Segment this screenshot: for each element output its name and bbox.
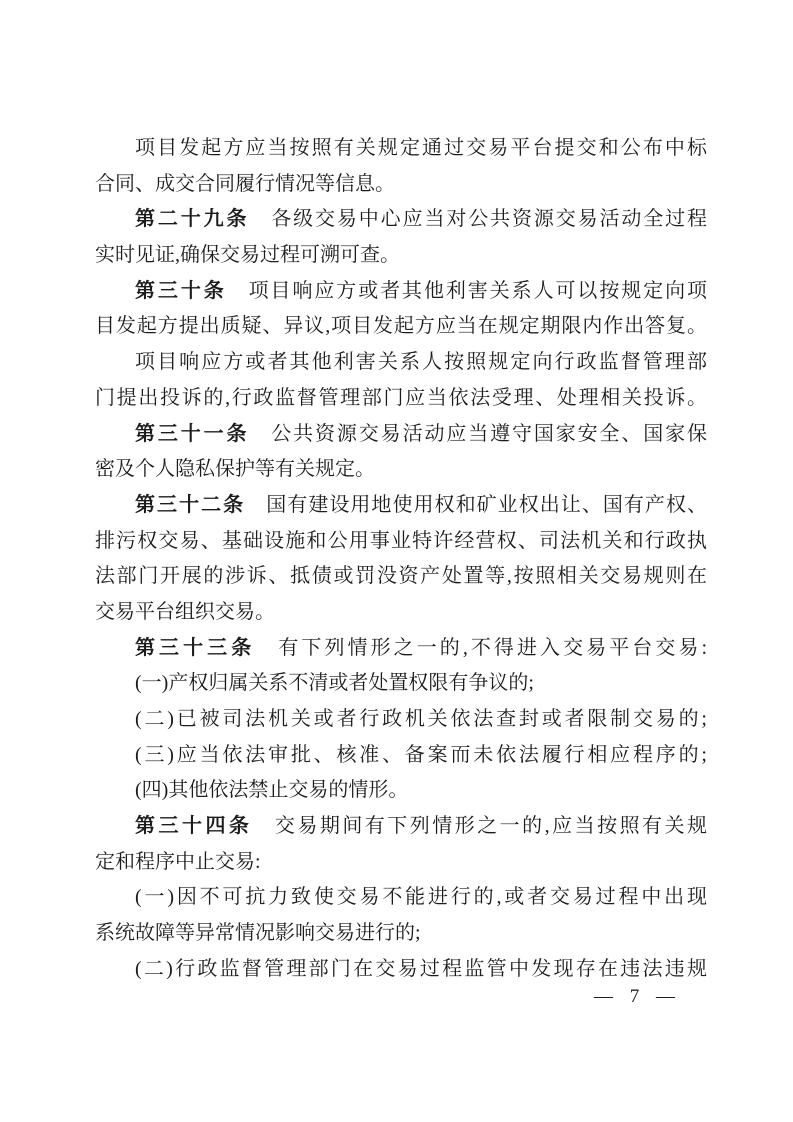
page-footer: — 7 — — [594, 986, 681, 1007]
line-text: (二)已被司法机关或者行政机关依法查封或者限制交易的; — [135, 708, 707, 730]
line-text: 门提出投诉的,行政监督管理部门应当依法受理、处理相关投诉。 — [95, 386, 707, 409]
text-line — [95, 381, 707, 417]
line-text: 定和程序中止交易: — [95, 850, 261, 873]
text-line — [95, 738, 707, 774]
text-line — [95, 452, 707, 488]
line-text: (一)因不可抗力致使交易不能进行的,或者交易过程中出现 — [135, 886, 707, 909]
text-line — [95, 916, 707, 952]
text-line — [95, 524, 707, 560]
article-number: 第三十三条 — [135, 636, 256, 659]
line-text: 项目响应方或者其他利害关系人按照规定向行政监督管理部 — [135, 351, 707, 374]
text-line — [95, 952, 707, 988]
line-text: (二)行政监督管理部门在交易过程监管中发现存在违法违规 — [135, 957, 707, 980]
text-line — [95, 309, 707, 345]
text-line — [95, 345, 707, 381]
line-text: 交易期间有下列情形之一的,应当按照有关规 — [252, 815, 708, 838]
line-text: 目发起方提出质疑、异议,项目发起方应当在规定期限内作出答复。 — [95, 315, 707, 338]
article-number: 第三十二条 — [135, 493, 246, 516]
text-line — [95, 880, 707, 916]
article-number: 第三十条 — [135, 279, 227, 302]
line-text: 国有建设用地使用权和矿业权出让、国有产权、 — [245, 493, 708, 516]
article-number: 第三十一条 — [135, 422, 250, 445]
text-line — [95, 559, 707, 595]
text-line — [95, 202, 707, 238]
text-line — [95, 631, 707, 667]
line-text: 各级交易中心应当对公共资源交易活动全过程 — [249, 208, 708, 231]
text-line — [95, 167, 707, 203]
text-line — [95, 417, 707, 453]
article-number: 第三十四条 — [135, 815, 253, 838]
line-text: 法部门开展的涉诉、抵债或罚没资产处置等,按照相关交易规则在 — [95, 565, 707, 588]
line-text: 系统故障等异常情况影响交易进行的; — [95, 922, 421, 945]
text-line — [95, 131, 707, 167]
text-line — [95, 666, 707, 702]
text-line — [95, 595, 707, 631]
line-text: 密及个人隐私保护等有关规定。 — [95, 458, 375, 481]
text-line — [95, 702, 707, 738]
document-body — [95, 131, 707, 988]
line-text: 有下列情形之一的,不得进入交易平台交易: — [255, 636, 708, 659]
text-line — [95, 809, 707, 845]
line-text: (一)产权归属关系不清或者处置权限有争议的; — [135, 672, 534, 695]
text-line — [95, 238, 707, 274]
line-text: 交易平台组织交易。 — [95, 600, 275, 623]
line-text: (四)其他依法禁止交易的情形。 — [135, 779, 409, 802]
text-line — [95, 274, 707, 310]
line-text: (三)应当依法审批、核准、备案而未依法履行相应程序的; — [135, 743, 707, 766]
text-line — [95, 488, 707, 524]
line-text: 项目响应方或者其他利害关系人可以按规定向项 — [226, 279, 708, 302]
text-line — [95, 773, 707, 809]
text-line — [95, 845, 707, 881]
line-text: 合同、成交合同履行情况等信息。 — [95, 172, 395, 195]
line-text: 项目发起方应当按照有关规定通过交易平台提交和公布中标 — [135, 137, 707, 159]
line-text: 排污权交易、基础设施和公用事业特许经营权、司法机关和行政执 — [95, 529, 707, 552]
article-number: 第二十九条 — [135, 208, 250, 231]
line-text: 实时见证,确保交易过程可溯可查。 — [95, 244, 400, 267]
line-text: 公共资源交易活动应当遵守国家安全、国家保 — [249, 422, 708, 445]
